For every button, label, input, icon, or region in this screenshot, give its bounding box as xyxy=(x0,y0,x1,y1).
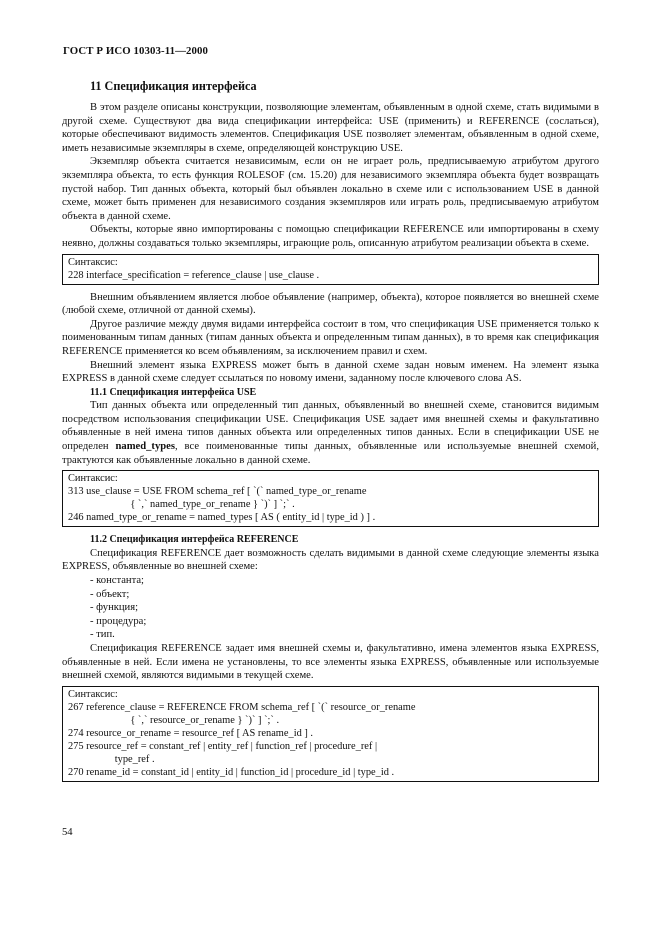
list-item: - тип. xyxy=(90,629,115,641)
syntax-label: Синтаксис: xyxy=(68,473,118,485)
section-title: 11 Спецификация интерфейса xyxy=(90,79,257,93)
paragraph: В этом разделе описаны конструкции, позволяющие элементам, объявленным в одной схеме, стать видимыми в другой схеме. Существуют два вида спецификации интерфейса: USE (применить) и REFERENCE (сослаться), которые обеспечивают видимость элементов. Спецификация USE позволяет элементам, объявленным в одной схеме, иметь независимые экземпляры в схеме, определяющей конструкцию USE. xyxy=(62,102,599,154)
subsection-title-use: 11.1 Спецификация интерфейса USE xyxy=(90,386,257,398)
syntax-line: 313 use_clause = USE FROM schema_ref [ `(` named_type_or_rename xyxy=(68,486,367,498)
page-number: 54 xyxy=(62,827,73,838)
subsection-title-reference: 11.2 Спецификация интерфейса REFERENCE xyxy=(90,534,299,546)
syntax-line: 228 interface_specification = reference_clause | use_clause . xyxy=(68,269,320,281)
syntax-line: { `,` resource_or_rename } `)` ] `;` . xyxy=(68,714,280,726)
paragraph: Спецификация REFERENCE задает имя внешней схемы и, факультативно, имена элементов языка EXPRESS, объявленные в ней. Если имена не установлены, то все элементы языка EXPRESS, объявленные или используемые внешней схемой, являются видимыми в текущей схеме. xyxy=(62,643,599,682)
paragraph-text: Тип данных объекта или определенный тип данных, объявленный во внешней схеме, становится видимым посредством использования спецификации USE. Спецификация USE задает имя внешней схемы и факультативно объявленные в ней имена типов данных объекта или определенных типов данных. Если в спецификации USE не определен xyxy=(62,400,599,453)
syntax-label: Синтаксис: xyxy=(68,688,118,700)
list-item: - функция; xyxy=(90,602,139,614)
syntax-line: 275 resource_ref = constant_ref | entity_ref | function_ref | procedure_ref | xyxy=(68,740,378,752)
paragraph: Спецификация REFERENCE дает возможность сделать видимыми в данной схеме следующие элементы языка EXPRESS, объявленные во внешней схеме: xyxy=(62,547,599,573)
paragraph: Внешний элемент языка EXPRESS может быть в данной схеме задан новым именем. На элемент языка EXPRESS в данной схеме следует ссылаться по новому имени, заданному после ключевого слова AS. xyxy=(62,359,599,385)
syntax-line: 267 reference_clause = REFERENCE FROM schema_ref [ `(` resource_or_rename xyxy=(68,701,416,713)
paragraph: Экземпляр объекта считается независимым, если он не играет роль, предписываемую атрибутом другого экземпляра объекта, то есть функция ROLESOF (см. 15.20) для независимого экземпляра объекта будет возвращать пустой набор. Тип данных объекта, который был объявлен локально в схеме или с использованием USE в данной схеме, может быть применен для независимого создания экземпляров или играть роль, предписываемую атрибутом объекта в данной схеме. xyxy=(62,156,599,222)
syntax-box xyxy=(62,686,599,782)
syntax-line: 270 rename_id = constant_id | entity_id | function_id | procedure_id | type_id . xyxy=(68,766,395,778)
paragraph xyxy=(62,399,599,467)
list-item: - константа; xyxy=(90,575,144,587)
syntax-line: 274 resource_or_rename = resource_ref [ AS rename_id ] . xyxy=(68,727,314,739)
paragraph: Объекты, которые явно импортированы с помощью спецификации REFERENCE или импортированы в схему неявно, должны создаваться только экземпляры, играющие роль, описанную атрибутом реализации объекта в схеме. xyxy=(62,224,599,249)
paragraph: Внешним объявлением является любое объявление (например, объекта), которое появляется во внешней схеме (любой схеме, отличной от данной схемы). xyxy=(62,291,599,317)
syntax-box xyxy=(62,470,599,527)
syntax-line: 246 named_type_or_rename = named_types [ AS ( entity_id | type_id ) ] . xyxy=(68,512,376,524)
page-content xyxy=(62,79,599,788)
list-item: - процедура; xyxy=(90,615,147,627)
syntax-label: Синтаксис: xyxy=(68,256,118,268)
list-item: - объект; xyxy=(90,588,130,600)
paragraph-text: , все поименованные типы данных, объявленные или используемые внешней схемой, трактуются как объявленные локально в данной схеме. xyxy=(62,441,599,466)
syntax-line: { `,` named_type_or_rename } `)` ] `;` . xyxy=(68,499,295,511)
syntax-line: type_ref . xyxy=(68,753,155,765)
syntax-box xyxy=(62,254,599,285)
keyword-named-types: named_types xyxy=(115,441,175,453)
running-header: ГОСТ Р ИСО 10303-11—2000 xyxy=(63,45,208,57)
paragraph: Другое различие между двумя видами интерфейса состоит в том, что спецификация USE применяется только к поименованным типам данных (типам данных объекта и определенным типам данных), в то время как спецификация REFERENCE применяется ко всем объявлениям, за исключением правил и схем. xyxy=(62,318,599,357)
element-list xyxy=(62,574,599,642)
